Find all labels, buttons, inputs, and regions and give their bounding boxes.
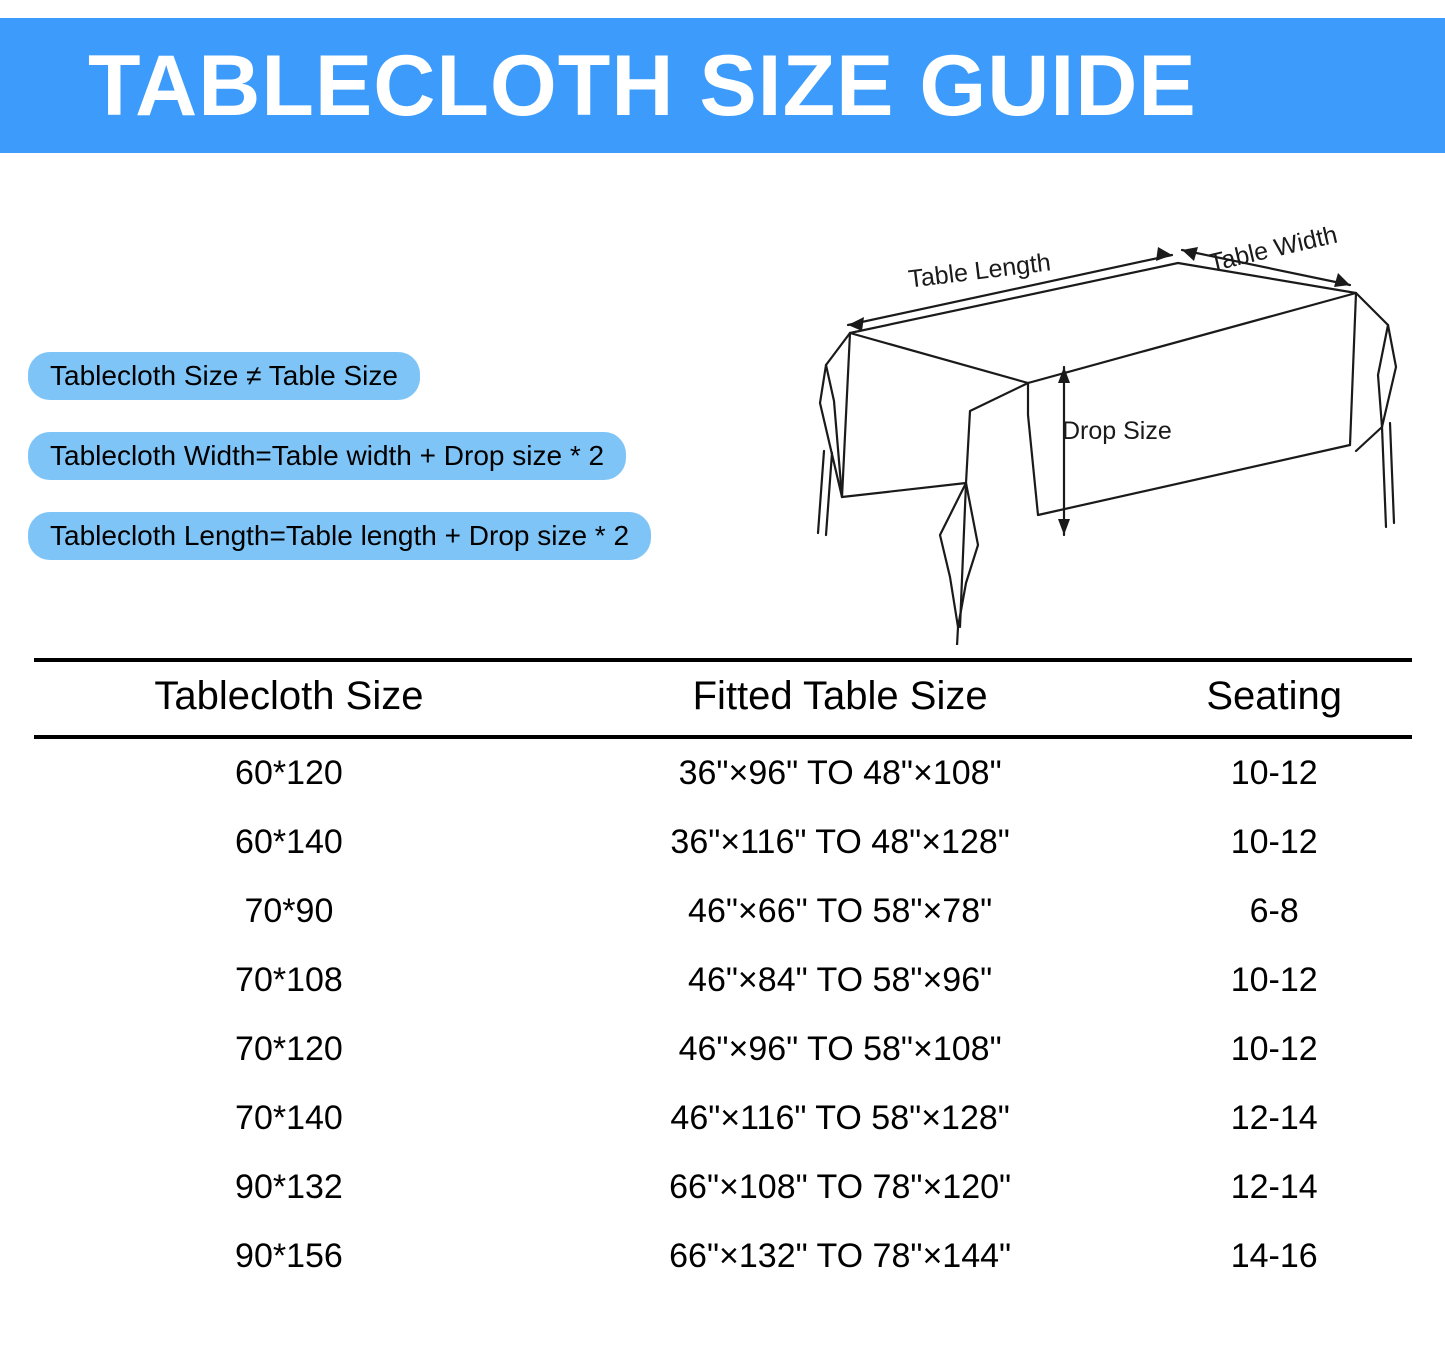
cell-tablecloth-size: 60*140 xyxy=(235,823,343,861)
diagram-label-drop-size: Drop Size xyxy=(1062,417,1172,445)
cell-fitted-table-size: 46"×116" TO 58"×128" xyxy=(670,1099,1010,1137)
cell-tablecloth-size: 70*108 xyxy=(235,961,343,999)
table-row xyxy=(34,877,1412,946)
cell-tablecloth-size: 70*90 xyxy=(244,892,334,930)
table-row xyxy=(34,1015,1412,1084)
callout-pill-3: Tablecloth Length=Table length + Drop size * 2 xyxy=(28,512,651,560)
page-title: TABLECLOTH SIZE GUIDE xyxy=(88,37,1197,134)
cell-seating: 10-12 xyxy=(1230,754,1318,792)
cell-fitted-table-size: 46"×96" TO 58"×108" xyxy=(678,1030,1002,1068)
cell-seating: 12-14 xyxy=(1230,1099,1318,1137)
cell-seating: 14-16 xyxy=(1230,1237,1318,1275)
cell-seating: 10-12 xyxy=(1230,961,1318,999)
header-banner xyxy=(0,18,1445,153)
column-header-fitted-table-size: Fitted Table Size xyxy=(692,674,988,718)
table-row xyxy=(34,808,1412,877)
table-row xyxy=(34,946,1412,1015)
cell-fitted-table-size: 36"×116" TO 48"×128" xyxy=(670,823,1010,861)
table-header xyxy=(34,660,1412,737)
table-row xyxy=(34,737,1412,808)
cell-tablecloth-size: 70*140 xyxy=(235,1099,343,1137)
size-guide-table xyxy=(34,658,1412,1291)
cell-tablecloth-size: 90*156 xyxy=(235,1237,343,1275)
cell-seating: 10-12 xyxy=(1230,823,1318,861)
cell-seating: 6-8 xyxy=(1249,892,1299,930)
cell-fitted-table-size: 46"×66" TO 58"×78" xyxy=(688,892,993,930)
cell-tablecloth-size: 60*120 xyxy=(235,754,343,792)
callout-pill-1: Tablecloth Size ≠ Table Size xyxy=(28,352,420,400)
table-row xyxy=(34,1084,1412,1153)
cell-tablecloth-size: 70*120 xyxy=(235,1030,343,1068)
cell-fitted-table-size: 46"×84" TO 58"×96" xyxy=(688,961,993,999)
diagram-label-table-length: Table Length xyxy=(906,248,1053,294)
diagram-label-table-width: Table Width xyxy=(1206,220,1340,278)
cell-tablecloth-size: 90*132 xyxy=(235,1168,343,1206)
cell-seating: 12-14 xyxy=(1230,1168,1318,1206)
cell-seating: 10-12 xyxy=(1230,1030,1318,1068)
cell-fitted-table-size: 66"×132" TO 78"×144" xyxy=(669,1237,1012,1275)
callout-list xyxy=(28,352,828,592)
tablecloth-diagram xyxy=(790,215,1410,645)
column-header-tablecloth-size: Tablecloth Size xyxy=(154,674,424,718)
column-header-seating: Seating xyxy=(1206,674,1343,718)
table-row xyxy=(34,1222,1412,1291)
cell-fitted-table-size: 66"×108" TO 78"×120" xyxy=(669,1168,1012,1206)
table-row xyxy=(34,1153,1412,1222)
callout-pill-2: Tablecloth Width=Table width + Drop size * 2 xyxy=(28,432,626,480)
cell-fitted-table-size: 36"×96" TO 48"×108" xyxy=(678,754,1002,792)
table-body xyxy=(34,737,1412,1291)
